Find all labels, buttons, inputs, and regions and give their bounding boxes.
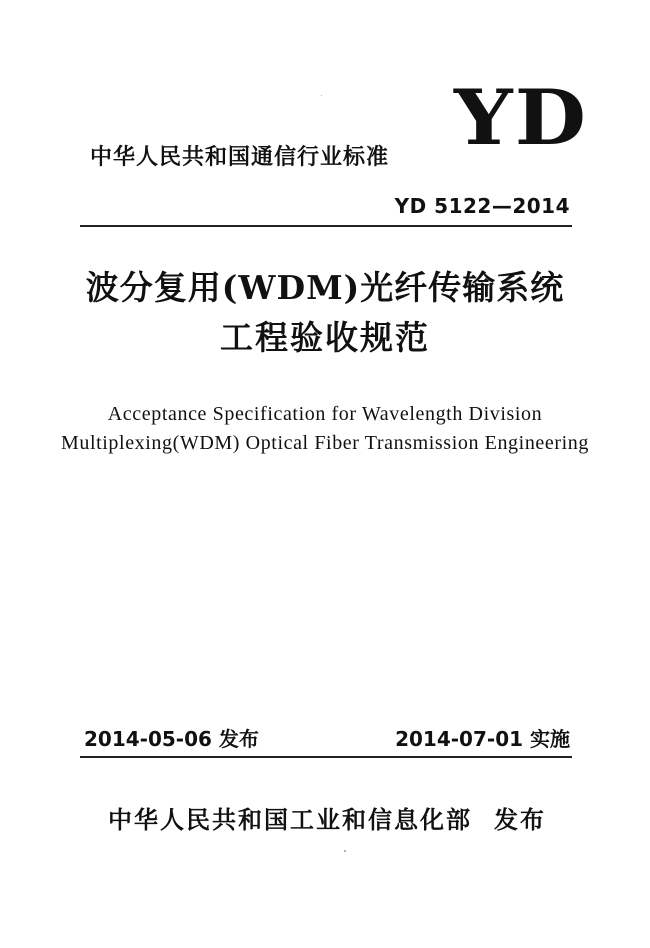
bottom-divider: [80, 756, 572, 758]
implementation-date: 2014-07-01 实施: [395, 727, 570, 751]
header-organization: 中华人民共和国通信行业标准: [90, 145, 390, 170]
top-divider: [80, 225, 572, 227]
chinese-title-line-2: 工程验收规范: [220, 318, 430, 357]
print-speck: [344, 850, 346, 852]
publisher-name: 中华人民共和国工业和信息化部: [108, 806, 472, 834]
publish-label: 发布: [494, 806, 546, 834]
standard-number: YD 5122—2014: [394, 194, 570, 218]
chinese-title-line-1: 波分复用(WDM)光纤传输系统: [85, 268, 565, 307]
issue-date: 2014-05-06 发布: [84, 727, 259, 751]
print-speck: [321, 95, 322, 96]
yd-logo: YD: [454, 73, 589, 162]
english-title-line-2: Multiplexing(WDM) Optical Fiber Transmission Engineering: [60, 432, 589, 454]
english-title-line-1: Acceptance Specification for Wavelength Division: [107, 403, 543, 425]
